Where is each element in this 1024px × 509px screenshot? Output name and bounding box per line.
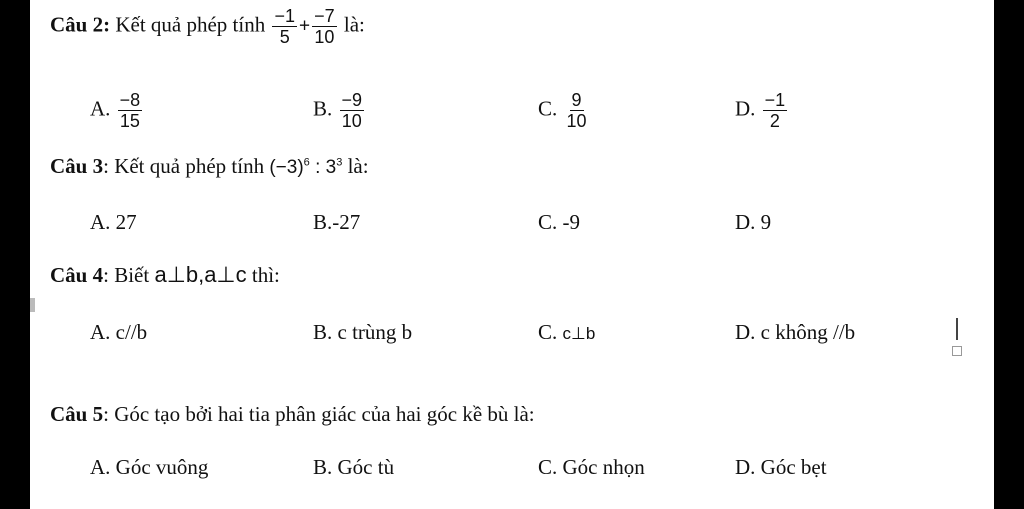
question-4-tail: thì: [251,263,280,287]
q4-option-b: B. c trùng b [313,320,413,344]
text-cursor-mark [956,318,958,340]
question-5-text: : Góc tạo bởi hai tia phân giác của hai góc kề bù là: [103,402,535,426]
question-3-tail: là: [347,154,369,178]
q3-option-b: B.-27 [313,210,361,234]
q5-option-a: A. Góc vuông [90,455,209,479]
plus-sign: + [299,15,311,37]
left-margin-marker [30,298,35,312]
document-page [30,0,994,509]
fraction-1: $\frac{-1}{5}$ [274,6,296,47]
q4-option-c: C. c⊥b [538,320,596,344]
fraction-2: $\frac{-7}{10}$ [314,6,335,47]
anchor-box-mark [952,346,962,356]
perpendicular-expression: a⊥b,a⊥c [154,262,247,287]
q2-option-d: D. $\frac{-1}{2}$ [735,90,786,131]
q2-option-a: A. $\frac{-8}{15}$ [90,90,141,131]
question-2-tail: là: [343,12,365,37]
q5-option-b: B. Góc tù [313,455,395,479]
question-4-text: : Biết [103,263,150,287]
q3-option-a: A. 27 [90,210,137,234]
power-expression: $(-3)^6$ : $3^3$ [269,156,343,178]
q3-option-d: D. 9 [735,210,772,234]
q2-option-c: C. $\frac{9}{10}$ [538,90,587,131]
question-3 [50,154,369,179]
q2-option-b: B. $\frac{-9}{10}$ [313,90,363,131]
q5-option-c: C. Góc nhọn [538,455,645,479]
question-2 [50,6,365,47]
question-2-label: Câu 2: [50,12,111,37]
question-5 [50,402,535,427]
question-4-label: Câu 4 [50,263,104,287]
question-4 [50,262,280,288]
q5-option-d: D. Góc bẹt [735,455,827,479]
q4-option-a: A. c//b [90,320,148,344]
question-3-label: Câu 3 [50,154,104,178]
question-2-text: Kết quả phép tính [115,12,266,37]
q3-option-c: C. -9 [538,210,580,234]
question-3-text: : Kết quả phép tính [103,154,265,178]
question-5-label: Câu 5 [50,402,104,426]
q4-option-d: D. c không //b [735,320,856,344]
